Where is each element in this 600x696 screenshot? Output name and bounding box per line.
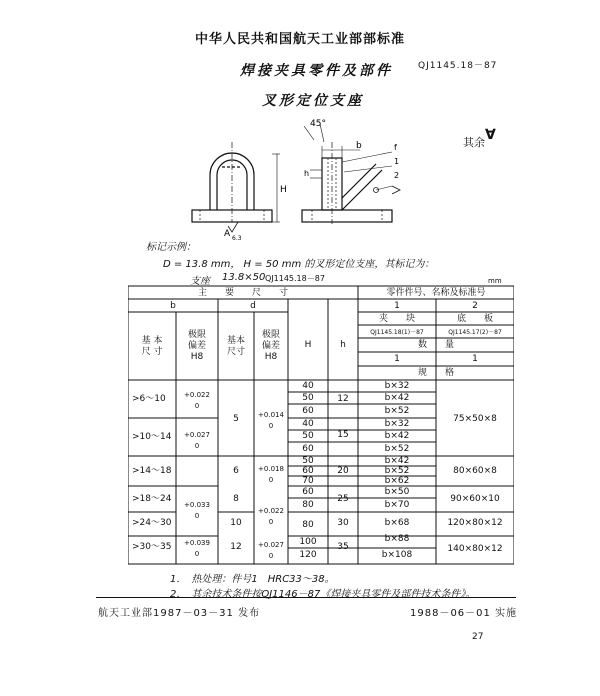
tolerance-header: 极限 偏差 H8 [187,330,206,362]
H-value: 70 [302,476,314,486]
callout-1: 1 [394,157,400,166]
marking-value: 13.8×50 [222,272,266,283]
clamp-spec: b×32 [384,419,410,429]
num2-header: 2 [472,301,478,311]
clamp-spec: b×62 [384,476,410,486]
main-dims-header: 主 要 尺 寸 [197,288,288,298]
marking-heading: 标记示例： [146,242,196,253]
b-header: b [170,301,176,311]
marking-code: QJ1145.18－87 [265,274,325,283]
H-value: 60 [302,406,314,416]
effective-date: 1988－06－01 实施 [410,608,518,619]
base-spec: 120×80×12 [447,518,503,528]
h-value: 35 [337,542,349,552]
h-label: h [304,169,310,178]
note-1: 1． 热处理：件号1 HRC33～38。 [170,574,335,585]
base-spec: 140×80×12 [447,544,503,554]
clamp-spec: b×70 [384,500,410,510]
H-value: 80 [302,520,314,530]
b-range: >18～24 [132,494,172,504]
series-title: 焊接夹具零件及部件 [240,63,393,79]
qty2: 1 [472,354,478,364]
nominal2-header: 基本 尺寸 [226,336,245,357]
H-value: 40 [302,381,314,391]
clamp-spec: b×52 [384,406,410,416]
b-range: >14～18 [132,466,172,476]
base-spec: 90×60×10 [450,494,500,504]
d-nominal: 10 [230,518,242,528]
clamp-spec: b×50 [384,487,410,497]
note-2: 2． 其余技术条件按QJ1146－87《焊接夹具零件及部件技术条件》。 [170,589,476,600]
d-tolerance: +0.014 0 [258,411,284,430]
base-header: 底 板 [456,314,493,324]
d-nominal: 5 [233,414,239,424]
part-name: 叉形定位支座 [262,93,364,109]
b-range: >10～14 [132,432,172,442]
tolerance2-header: 极限 偏差 H8 [261,330,280,362]
h-value: 12 [337,394,349,404]
clamp-spec: b×52 [384,466,410,476]
b-tolerance: +0.033 0 [184,501,210,520]
angle-label: 45° [310,119,326,129]
base-spec: 80×60×8 [453,466,497,476]
clamp-header: 夹 块 [378,314,415,324]
qty1: 1 [394,354,400,364]
clamp-spec: b×88 [384,534,410,544]
h-value: 20 [337,466,349,476]
page-number: 27 [472,632,484,642]
b-tolerance: +0.027 0 [184,431,210,450]
d-tolerance: +0.022 0 [258,507,284,526]
clamp-code: QJ1145.18(1)－87 [370,329,424,336]
b-tolerance: +0.039 0 [184,539,210,558]
d-tolerance: +0.027 0 [258,541,284,560]
datum-a: A [224,229,231,239]
clamp-spec: b×32 [384,381,410,391]
clamp-spec: b×68 [384,518,410,528]
unit-label: mm [488,277,502,285]
standard-title: 中华人民共和国航天工业部部标准 [194,32,405,47]
callout-2: 2 [394,171,400,180]
b-range: >6～10 [132,394,166,404]
H-value: 120 [299,550,317,560]
b-tolerance: +0.022 0 [184,391,210,410]
H-value: 50 [302,456,314,466]
h-value: 30 [337,518,349,528]
f-label: f [394,143,397,152]
clamp-spec: b×42 [384,456,410,466]
roughness-symbol-icon: ∀ [485,127,496,143]
d-nominal: 12 [230,542,242,552]
H-value: 60 [302,444,314,454]
clamp-spec: b×52 [384,444,410,454]
b-range: >30～35 [132,542,172,552]
marking-line1: D = 13.8 mm， H = 50 mm 的叉形定位支座，其标记为： [163,259,435,270]
quantity-header: 数 量 [417,340,454,350]
clamp-spec: b×42 [384,393,410,403]
roughness-value: 6.3 [232,235,242,242]
b-label: b [356,141,362,151]
d-tolerance: +0.018 0 [258,465,284,484]
h-value: 25 [337,494,349,504]
H-value: 100 [299,537,317,547]
H-value: 50 [302,431,314,441]
H-value: 80 [302,500,314,510]
spec-header: 规 格 [417,368,454,378]
h-header: h [340,340,346,350]
nominal-header: 基 本 尺 寸 [141,336,163,357]
clamp-spec: b×42 [384,431,410,441]
issued-date: 航天工业部1987－03－31 发布 [98,608,261,619]
base-code: QJ1145.17(2)－87 [448,329,502,336]
num1-header: 1 [394,301,400,311]
finish-note: 其余 [463,136,485,149]
d-nominal: 8 [233,494,239,504]
d-nominal: 6 [233,466,239,476]
standard-code: QJ1145.18－87 [418,61,498,71]
d-header: d [250,301,256,311]
parts-ref-header: 零件件号、名称及标准号 [386,288,486,298]
H-value: 50 [302,393,314,403]
marking-label: 支座 [190,276,210,287]
H-value: 40 [302,419,314,429]
clamp-spec: b×108 [381,550,413,560]
footer-rule [96,597,516,598]
h-value: 15 [337,430,349,440]
dimension-table [128,278,514,568]
H-header: H [304,340,312,350]
base-spec: 75×50×8 [453,414,497,424]
b-range: >24～30 [132,518,172,528]
part-drawing [180,112,420,242]
H-value: 60 [302,466,314,476]
H-label: H [280,185,287,195]
H-value: 60 [302,487,314,497]
